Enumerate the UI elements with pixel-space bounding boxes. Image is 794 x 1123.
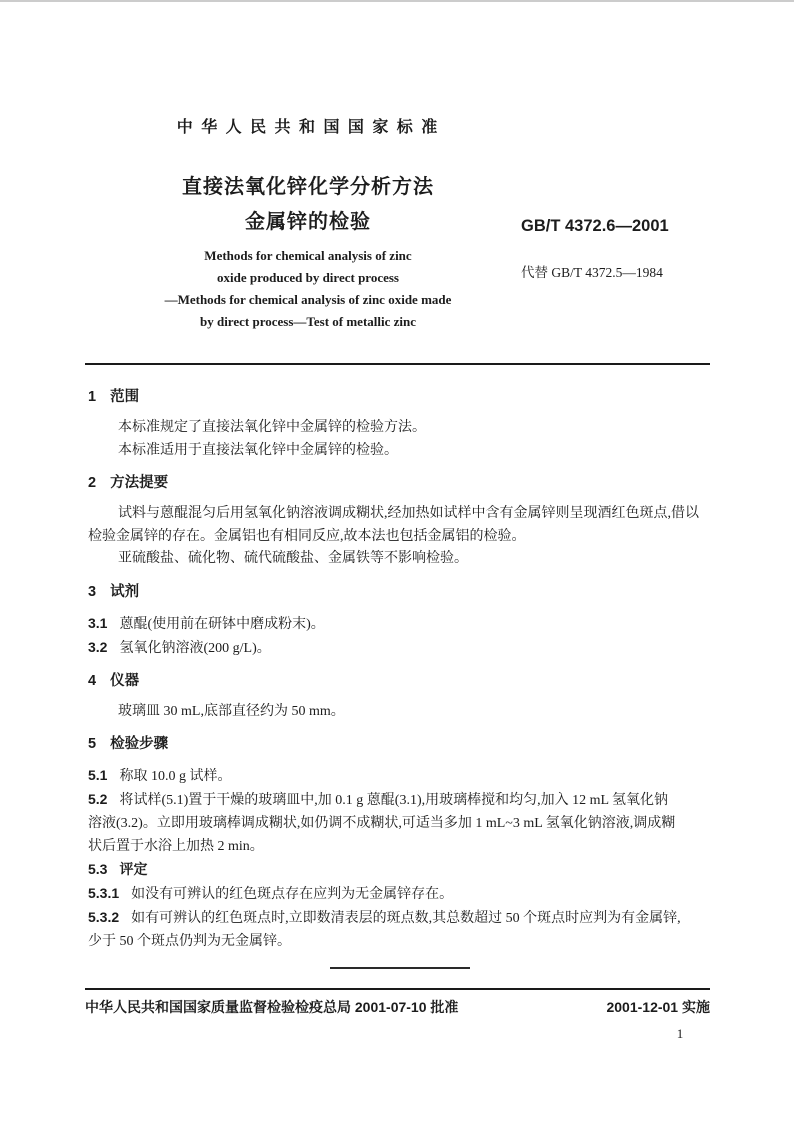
clause-3-2-number: 3.2 <box>88 638 108 655</box>
section-1-heading <box>88 386 712 408</box>
page-number: 1 <box>676 1026 684 1041</box>
clause-5-3-2-text-line1: 如有可辨认的红色斑点时,立即数清表层的斑点数,其总数超过 50 个斑点时应判为有金属锌, <box>131 911 681 926</box>
section-3-heading <box>88 581 712 603</box>
section-5-number: 5 <box>88 736 97 752</box>
clause-5-3-2-number: 5.3.2 <box>88 909 120 925</box>
end-of-text-rule <box>330 967 470 969</box>
section-1-title: 范围 <box>110 389 140 405</box>
standard-code: GB/T 4372.6—2001 <box>521 217 669 235</box>
standard-title-en-line1: Methods for chemical analysis of zinc <box>204 248 412 263</box>
clause-5-2-text-line1: 将试样(5.1)置于干燥的玻璃皿中,加 0.1 g 蒽醌(3.1),用玻璃棒搅和均匀,加入 12 mL 氢氧化钠 <box>119 793 669 808</box>
clause-5-3-1 <box>88 882 712 906</box>
section-2-heading <box>88 472 712 494</box>
section-4-paragraph: 玻璃皿 30 mL,底部直径约为 50 mm。 <box>118 703 345 719</box>
standard-title-en-line3: —Methods for chemical analysis of zinc oxide made <box>164 292 452 307</box>
document-body <box>88 386 712 969</box>
clause-5-2-number: 5.2 <box>88 791 108 807</box>
clause-3-2 <box>88 636 712 660</box>
section-5-heading <box>88 733 712 755</box>
section-1-paragraph: 本标准适用于直接法氧化锌中金属锌的检验。 <box>118 442 398 458</box>
replaces-note: 代替 GB/T 4372.5—1984 <box>521 265 663 280</box>
header-rule <box>85 363 710 365</box>
footer <box>85 997 710 1017</box>
footer-rule <box>85 988 710 990</box>
section-4-number: 4 <box>88 672 97 689</box>
clause-3-2-text: 氢氧化钠溶液(200 g/L)。 <box>119 640 271 656</box>
clause-5-2-text-line3: 状后置于水浴上加热 2 min。 <box>88 839 264 854</box>
clause-3-1-number: 3.1 <box>88 614 108 631</box>
footer-implementation-date: 2001-12-01 实施 <box>606 999 710 1015</box>
section-2-number: 2 <box>88 475 97 491</box>
footer-approval: 中华人民共和国国家质量监督检验检疫总局 2001-07-10 批准 <box>85 999 459 1015</box>
standard-title-zh-line2: 金属锌的检验 <box>245 211 371 233</box>
clause-5-3-2 <box>88 906 712 930</box>
clause-5-3-1-number: 5.3.1 <box>88 885 120 901</box>
section-2-paragraph: 亚硫酸盐、硫化物、硫代硫酸盐、金属铁等不影响检验。 <box>118 551 468 566</box>
section-3-title: 试剂 <box>110 583 140 600</box>
clause-5-2 <box>88 788 712 812</box>
clause-5-1-text: 称取 10.0 g 试样。 <box>119 769 232 784</box>
section-2-paragraph: 试料与蒽醌混匀后用氢氧化钠溶液调成糊状,经加热如试样中含有金属锌则呈现酒红色斑点,借以 <box>118 506 699 521</box>
section-1-paragraph: 本标准规定了直接法氧化锌中金属锌的检验方法。 <box>118 420 426 435</box>
national-standard-label: 中 华 人 民 共 和 国 国 家 标 准 <box>176 119 440 136</box>
section-5-title: 检验步骤 <box>110 736 169 752</box>
clause-3-1 <box>88 612 712 636</box>
standard-title-zh-line1: 直接法氧化锌化学分析方法 <box>182 176 434 198</box>
clause-5-3-title: 评定 <box>119 861 148 877</box>
section-5-block <box>88 733 712 953</box>
standard-title-en-line4: by direct process—Test of metallic zinc <box>199 314 417 329</box>
section-3-number: 3 <box>88 583 97 600</box>
clause-5-3 <box>88 858 712 882</box>
section-2-title: 方法提要 <box>110 475 169 491</box>
section-4-title: 仪器 <box>110 672 140 689</box>
clause-5-2-text-line2: 溶液(3.2)。立即用玻璃棒调成糊状,如仍调不成糊状,可适当多加 1 mL~3 mL 氢氧化钠溶液,调成糊 <box>88 816 676 831</box>
clause-5-3-number: 5.3 <box>88 861 108 877</box>
clause-5-1 <box>88 764 712 788</box>
clause-5-1-number: 5.1 <box>88 767 108 783</box>
section-2-paragraph: 检验金属锌的存在。金属铝也有相同反应,故本法也包括金属铝的检验。 <box>88 528 526 544</box>
clause-3-1-text: 蒽醌(使用前在研钵中磨成粉末)。 <box>119 616 325 632</box>
section-4-heading <box>88 670 712 692</box>
clause-5-3-1-text: 如没有可辨认的红色斑点存在应判为无金属锌存在。 <box>131 887 454 902</box>
section-1-number: 1 <box>88 389 97 405</box>
standard-title-en-line2: oxide produced by direct process <box>216 270 399 285</box>
clause-5-3-2-text-line2: 少于 50 个斑点仍判为无金属锌。 <box>88 934 291 949</box>
